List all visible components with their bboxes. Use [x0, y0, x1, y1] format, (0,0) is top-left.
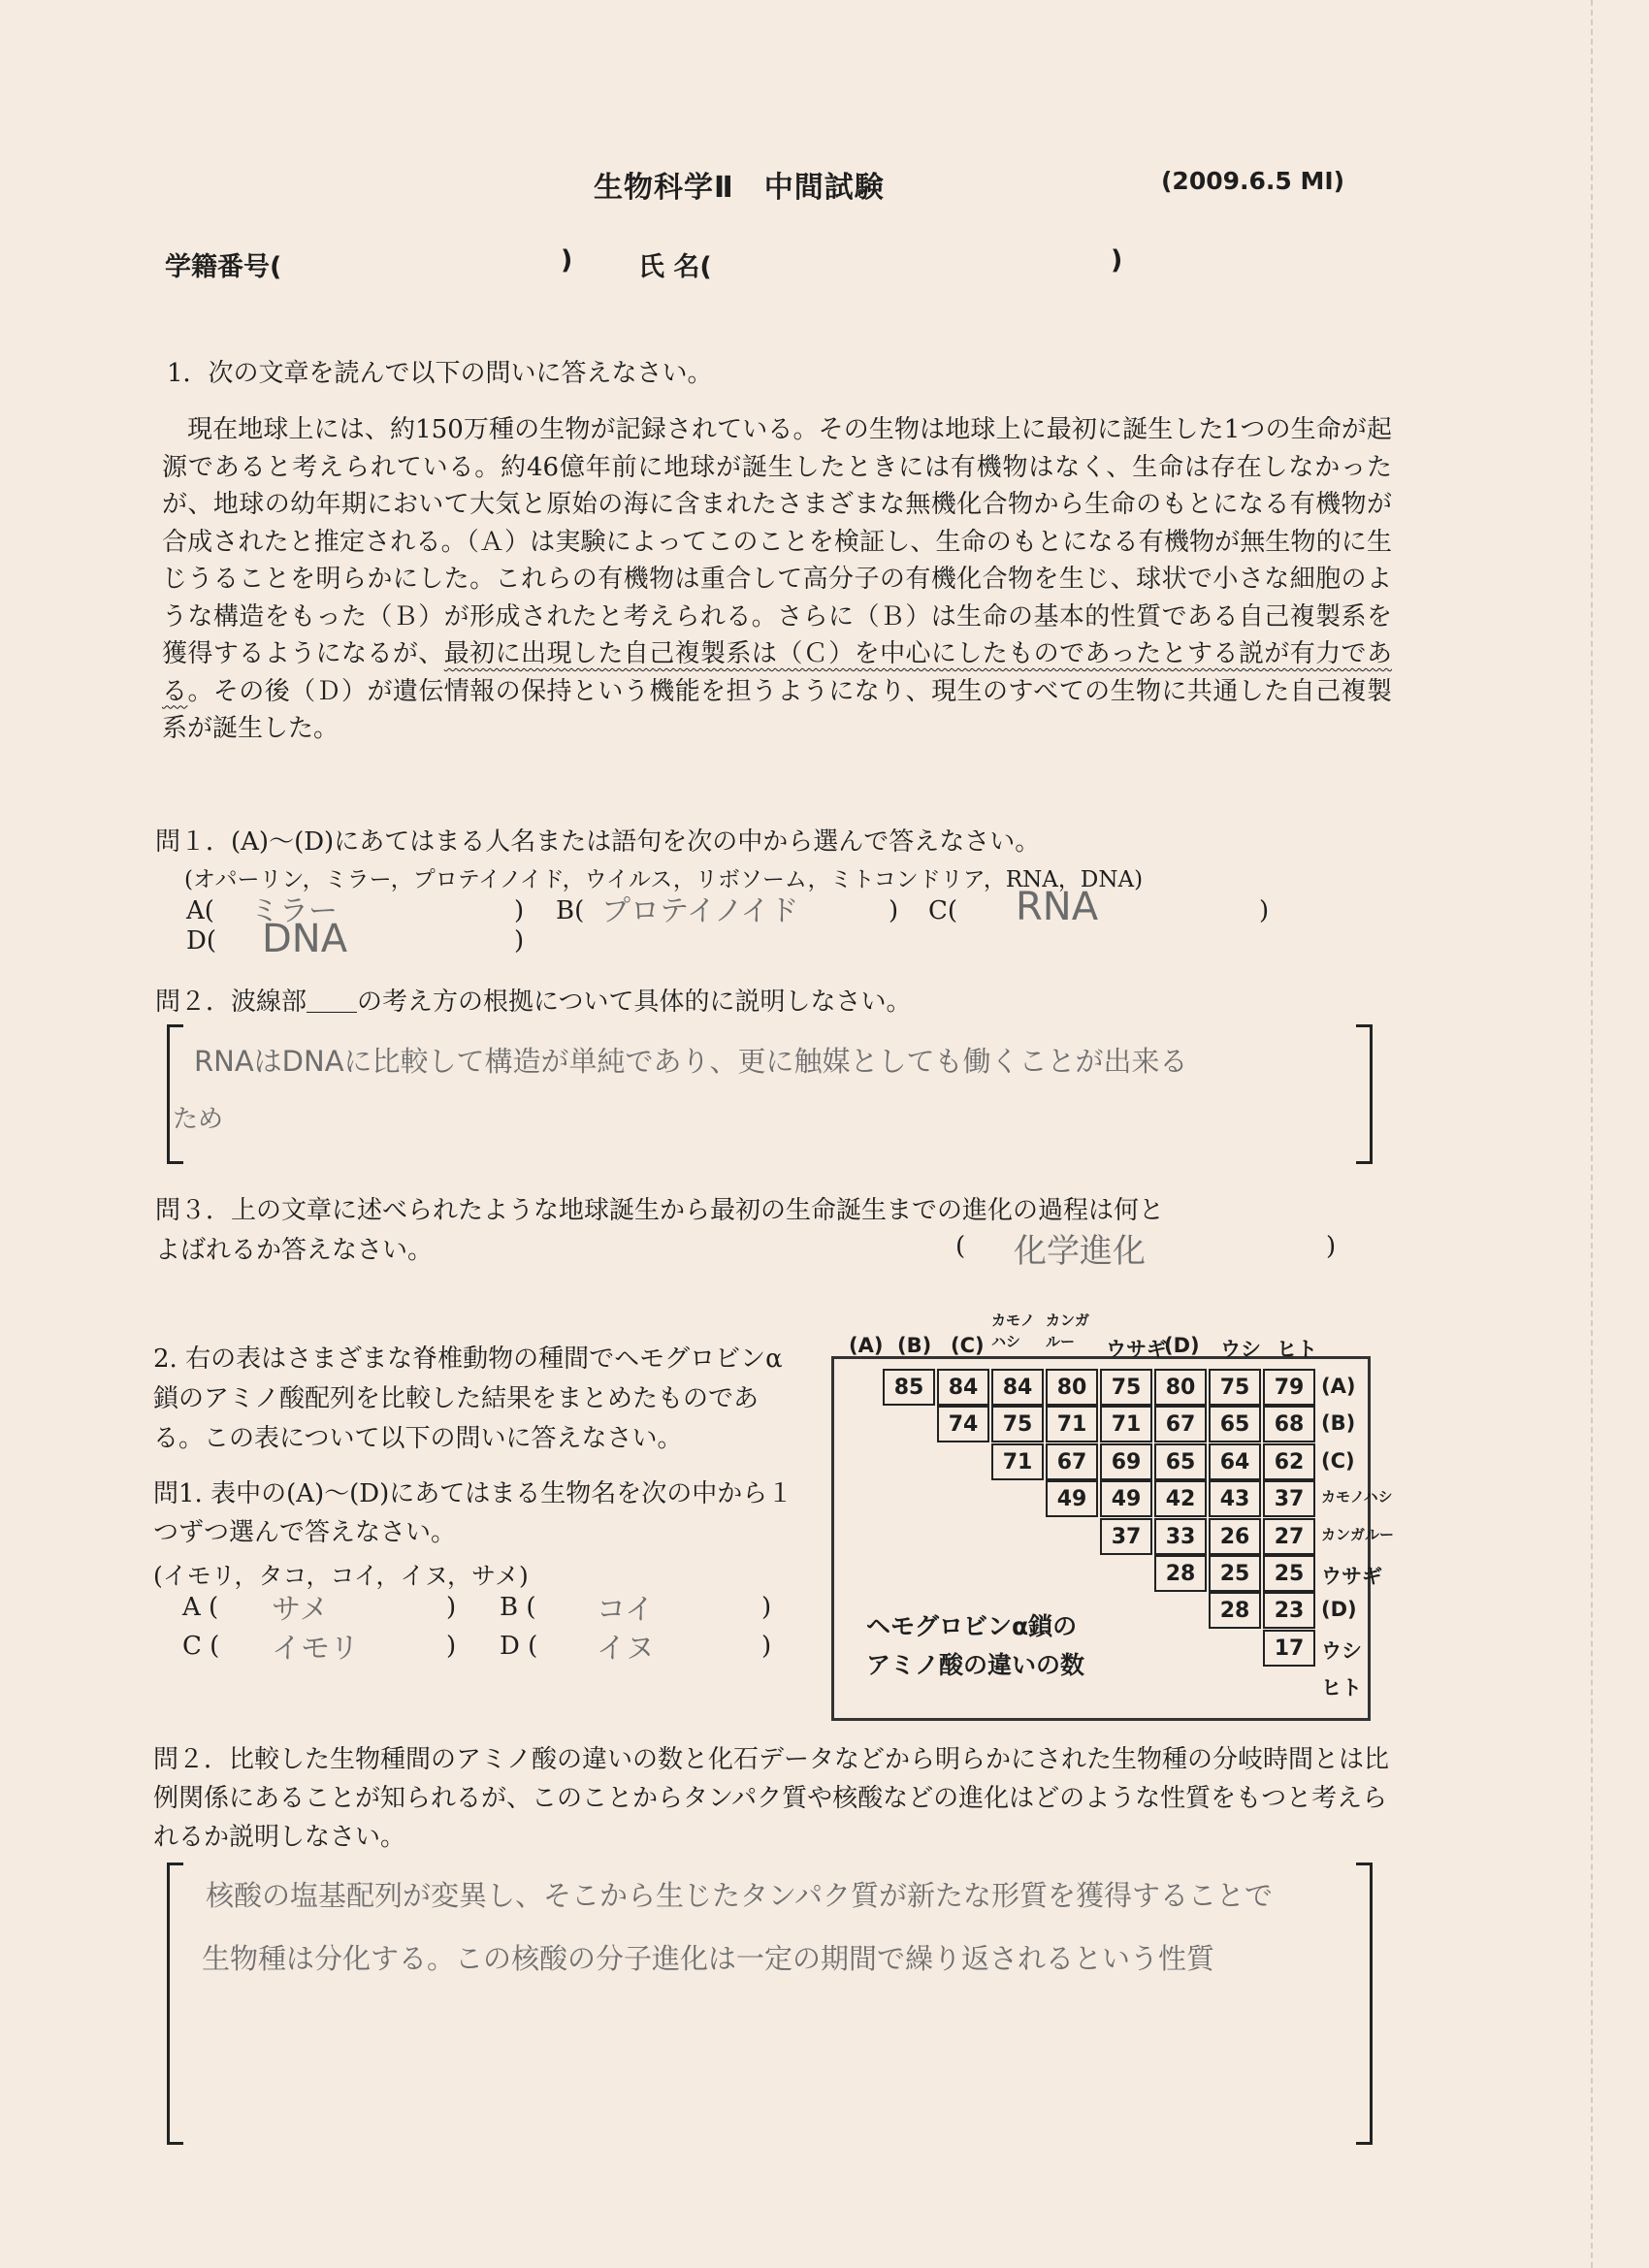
- q1-3-close-paren: ): [1326, 1232, 1337, 1261]
- q1-2-answer-line1: RNAはDNAに比較して構造が単純であり、更に触媒としても働くことが出来る: [194, 1045, 1188, 1078]
- table-cell: 37: [1100, 1518, 1152, 1555]
- row-label: ウシ: [1321, 1638, 1362, 1663]
- q1-answer-b: プロテイノイド: [601, 894, 799, 928]
- page-fold-edge: [1591, 0, 1595, 2268]
- table-cell: 75: [1209, 1369, 1261, 1406]
- table-cell: 67: [1046, 1443, 1098, 1480]
- q1-answer-d: DNA: [262, 917, 348, 961]
- table-cell: 80: [1046, 1369, 1098, 1406]
- table-cell: 43: [1209, 1480, 1261, 1517]
- table-cell: 75: [1100, 1369, 1152, 1406]
- q1-1-prompt: 問１．(A)～(D)にあてはまる人名または語句を次の中から選んで答えなさい。: [155, 827, 1041, 857]
- q1-3-prompt-line2: よばれるか答えなさい。: [155, 1236, 434, 1265]
- passage-wavy-underline: 最初に出現した自己複製系は（Ｃ）を中心にしたものであったとする説が有力である: [162, 639, 1392, 706]
- col-header: (B): [897, 1334, 932, 1357]
- q2-answer-b: コイ: [597, 1593, 655, 1627]
- q2-2-answer-line1: 核酸の塩基配列が変異し、そこから生じたタンパク質が新たな形質を獲得することで: [206, 1879, 1273, 1912]
- table-cell: 75: [991, 1406, 1044, 1442]
- q1-close-d: ): [514, 926, 525, 956]
- table-cell: 71: [1100, 1406, 1152, 1442]
- q2-1-prompt: 問1. 表中の(A)～(D)にあてはまる生物名を次の中から１つずつ選んで答えなさい。: [153, 1479, 793, 1547]
- table-cell: 64: [1209, 1443, 1261, 1480]
- table-cell: 49: [1100, 1480, 1152, 1517]
- q2-answer-c: イモリ: [272, 1632, 359, 1666]
- table-cell: 25: [1263, 1555, 1315, 1592]
- q1-answer-c: RNA: [1016, 885, 1099, 929]
- q1-label-d: D(: [186, 926, 216, 956]
- table-cell: 69: [1100, 1443, 1152, 1480]
- table-cell: 42: [1154, 1480, 1207, 1517]
- table-cell: 74: [937, 1406, 989, 1442]
- passage-text-a: 現在地球上には、約150万種の生物が記録されている。その生物は地球上に最初に誕生した1つの生命が起源であると考えられている。約46億年前に地球が誕生したときには有機物はなく、生命は存在しなかったが、地球の幼年期において大気と原始の海に含まれたさまざまな無機化合物から生命のもとになる有機物が合成されたと推定される。（Ａ）は実験によってこのことを検証し、生命のもとになる有機物が無生物的に生じうることを明らかにした。これらの有機物は重合して高分子の有機化合物を生じ、球状で小さな細胞のような構造をもった（Ｂ）が形成されたと考えられる。さらに（Ｂ）は生命の基本的性質である自己複製系を獲得するようになるが、: [162, 415, 1392, 668]
- q1-2-prompt: 問２．波線部＿＿の考え方の根拠について具体的に説明しなさい。: [155, 988, 912, 1017]
- exam-title: 生物科学Ⅱ 中間試験: [594, 171, 885, 205]
- col-header: カモノハシ: [991, 1312, 1035, 1350]
- table-cell: 27: [1263, 1518, 1315, 1555]
- q2-label-a: A (: [182, 1593, 219, 1622]
- table-cell: 65: [1209, 1406, 1261, 1442]
- table-cell: 68: [1263, 1406, 1315, 1442]
- student-id-close: ): [561, 245, 573, 275]
- exam-date: (2009.6.5 MI): [1161, 167, 1345, 195]
- q2-2-prompt: 問２．比較した生物種間のアミノ酸の違いの数と化石データなどから明らかにされた生物種の分岐時間とは比例関係にあることが知られるが、このことからタンパク質や核酸などの進化はどのような性質をもつと考えられるか説明しなさい。: [153, 1745, 1390, 1852]
- col-header: ウサギ: [1106, 1338, 1167, 1361]
- q2-answer-a: サメ: [272, 1593, 329, 1627]
- q1-close-a: ): [514, 896, 525, 925]
- table-cell: 28: [1209, 1592, 1261, 1629]
- q2-intro: 2. 右の表はさまざまな脊椎動物の種間でヘモグロビンα鎖のアミノ酸配列を比較した結果をまとめたものである。この表について以下の問いに答えなさい。: [153, 1345, 783, 1453]
- q2-label-b: B (: [500, 1593, 536, 1622]
- table-cell: 25: [1209, 1555, 1261, 1592]
- row-label: (C): [1321, 1448, 1355, 1473]
- q1-3-open-paren: (: [955, 1232, 966, 1261]
- col-header: カンガルー: [1046, 1312, 1090, 1350]
- answer-box-right-bracket: [1356, 1024, 1373, 1164]
- row-label: カモノハシ: [1321, 1488, 1393, 1507]
- q1-label-b: B(: [556, 896, 585, 925]
- table-caption: [866, 1607, 1084, 1685]
- table-cell: 71: [1046, 1406, 1098, 1442]
- q1-1-choices: (オパーリン，ミラー，プロテイノイド，ウイルス，リボソーム，ミトコンドリア，RNA，DNA): [184, 867, 1144, 892]
- row-label: カンガルー: [1321, 1525, 1395, 1543]
- q1-close-b: ): [889, 896, 899, 925]
- table-cell: 65: [1154, 1443, 1207, 1480]
- table-cell: 49: [1046, 1480, 1098, 1517]
- table-caption-line1: ヘモグロビンα鎖の: [866, 1612, 1078, 1640]
- table-cell: 26: [1209, 1518, 1261, 1555]
- passage-text-b: 。その後（Ｄ）が遺伝情報の保持という機能を担うようになり、現生のすべての生物に共通した自己複製系が誕生した。: [162, 676, 1392, 743]
- table-cell: 71: [991, 1443, 1044, 1480]
- q1-label-a: A(: [186, 896, 214, 925]
- table-caption-line2: アミノ酸の違いの数: [866, 1651, 1085, 1679]
- q2-label-d: D (: [500, 1632, 538, 1661]
- row-label: (D): [1321, 1598, 1357, 1622]
- q2-answer-d: イヌ: [597, 1632, 655, 1666]
- q2-2-answer-line2: 生物種は分化する。この核酸の分子進化は一定の期間で繰り返されるという性質: [202, 1942, 1215, 1975]
- q2-1-choices: (イモリ，タコ，コイ，イヌ，サメ): [153, 1562, 529, 1590]
- row-label: ヒト: [1321, 1676, 1362, 1701]
- student-id-label: 学籍番号(: [165, 252, 282, 282]
- q1-label-c: C(: [928, 896, 958, 925]
- table-cell: 85: [883, 1369, 935, 1406]
- q1-2-answer-line2: ため: [173, 1105, 224, 1134]
- name-label: 氏 名(: [638, 252, 712, 282]
- name-close: ): [1111, 245, 1123, 275]
- q2-close-a: ): [446, 1593, 457, 1622]
- row-label: (A): [1321, 1375, 1356, 1398]
- answer-box-left-bracket: [167, 1024, 183, 1164]
- table-cell: 28: [1154, 1555, 1207, 1592]
- row-label: ウサギ: [1321, 1565, 1382, 1588]
- col-header: (A): [849, 1334, 884, 1357]
- table-cell: 84: [991, 1369, 1044, 1406]
- q1-passage: [162, 411, 1392, 748]
- answer-box2-left-bracket: [167, 1863, 183, 2145]
- table-cell: 23: [1263, 1592, 1315, 1629]
- col-header: ウシ: [1220, 1338, 1261, 1361]
- table-cell: 37: [1263, 1480, 1315, 1517]
- table-cell: 33: [1154, 1518, 1207, 1555]
- q2-label-c: C (: [182, 1632, 220, 1661]
- col-header: (C): [951, 1334, 985, 1357]
- q1-close-c: ): [1259, 896, 1270, 925]
- row-label: (B): [1321, 1411, 1356, 1436]
- table-cell: 80: [1154, 1369, 1207, 1406]
- answer-box2-right-bracket: [1356, 1863, 1373, 2145]
- table-cell: 79: [1263, 1369, 1315, 1406]
- q1-3-prompt-line1: 問３．上の文章に述べられたような地球誕生から最初の生命誕生までの進化の過程は何と: [155, 1196, 1165, 1225]
- table-cell: 17: [1263, 1630, 1315, 1667]
- q1-3-answer: 化学進化: [1014, 1232, 1146, 1271]
- table-cell: 67: [1154, 1406, 1207, 1442]
- table-cell: 84: [937, 1369, 989, 1406]
- q1-answer-a: ミラー: [250, 894, 338, 928]
- q1-heading: 1．次の文章を読んで以下の問いに答えなさい。: [167, 359, 713, 388]
- q2-close-d: ): [761, 1632, 772, 1661]
- col-header: ヒト: [1277, 1338, 1317, 1361]
- q2-close-c: ): [446, 1632, 457, 1661]
- q2-close-b: ): [761, 1593, 772, 1622]
- table-cell: 62: [1263, 1443, 1315, 1480]
- col-header: (D): [1164, 1334, 1200, 1357]
